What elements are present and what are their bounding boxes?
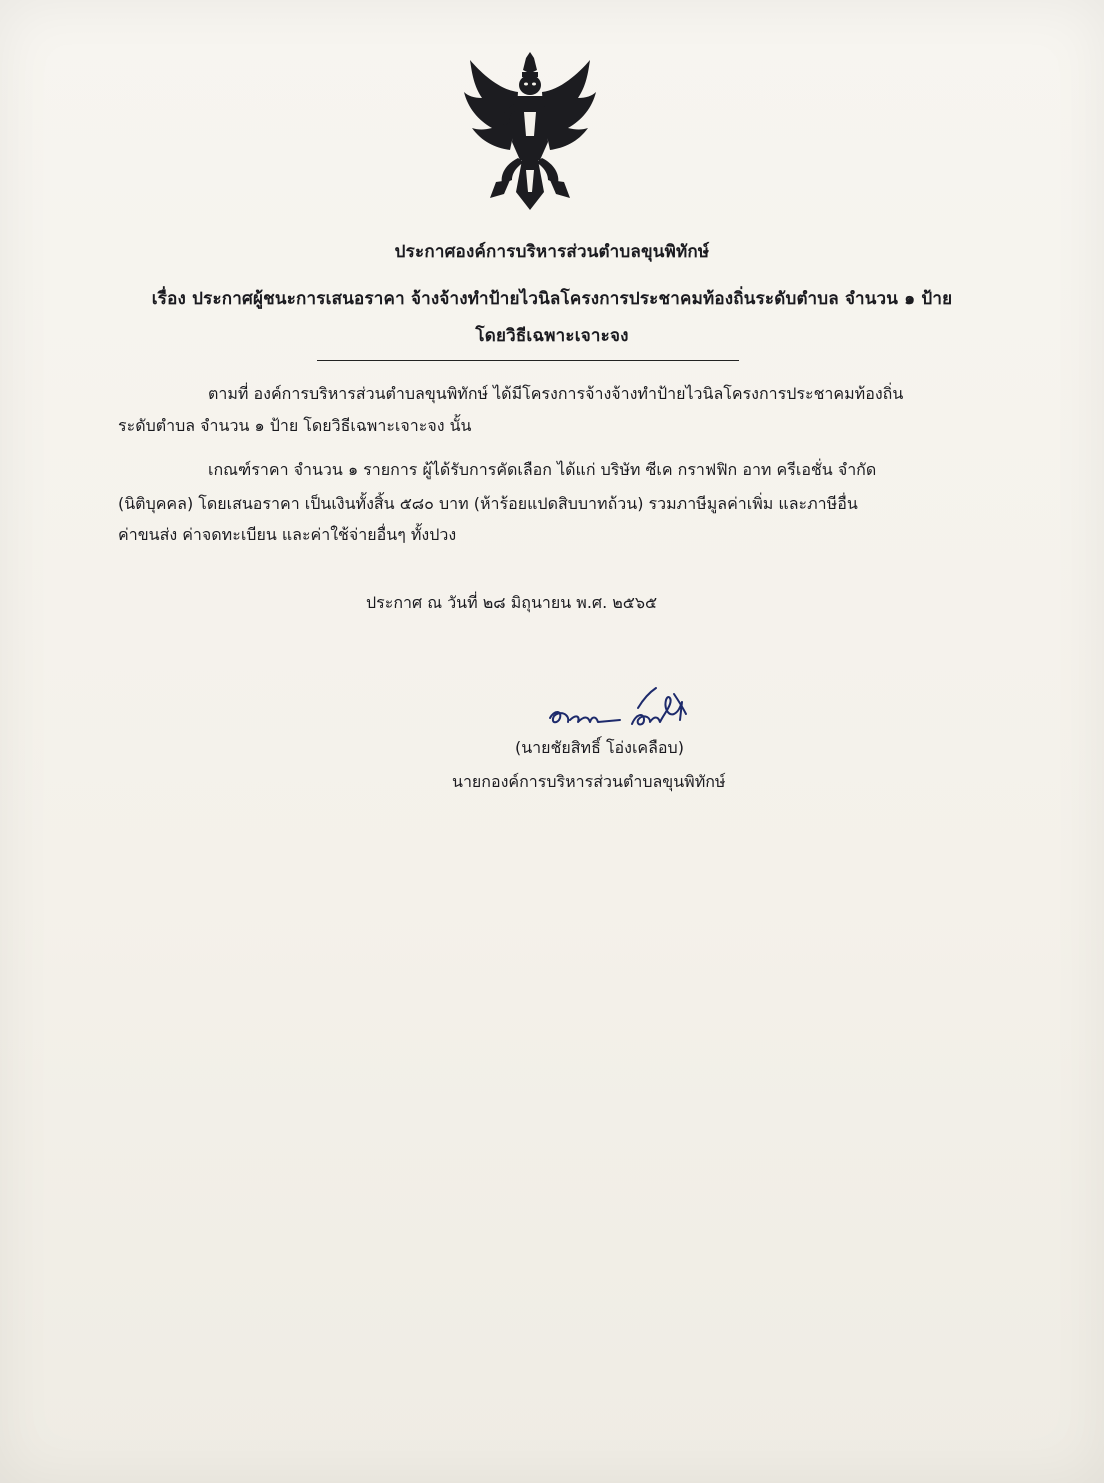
paragraph-1-line-2: ระดับตำบล จำนวน ๑ ป้าย โดยวิธีเฉพาะเจาะจง นั้น bbox=[118, 416, 472, 435]
paragraph-2-line-2: (นิติบุคคล) โดยเสนอราคา เป็นเงินทั้งสิ้น ๕๘๐ บาท (ห้าร้อยแปดสิบบาทถ้วน) รวมภาษีมูลค่าเพิ่ม และภาษีอื่น bbox=[118, 494, 858, 513]
announcement-subject: เรื่อง ประกาศผู้ชนะการเสนอราคา จ้างจ้างทำป้ายไวนิลโครงการประชาคมท้องถิ่นระดับตำบล จำนวน ๑ ป้าย bbox=[151, 289, 953, 309]
announcement-date: ประกาศ ณ วันที่ ๒๘ มิถุนายน พ.ศ. ๒๕๖๕ bbox=[366, 593, 658, 612]
handwritten-signature-icon bbox=[540, 680, 710, 740]
announcement-heading: ประกาศองค์การบริหารส่วนตำบลขุนพิทักษ์ bbox=[394, 242, 710, 262]
heading-divider bbox=[317, 360, 739, 361]
garuda-emblem-icon bbox=[460, 52, 600, 212]
paragraph-1-line-1: ตามที่ องค์การบริหารส่วนตำบลขุนพิทักษ์ ได้มีโครงการจ้างจ้างทำป้ายไวนิลโครงการประชาคมท้องถิ่น bbox=[208, 384, 904, 403]
procurement-method: โดยวิธีเฉพาะเจาะจง bbox=[475, 326, 629, 346]
signer-name: (นายชัยสิทธิ์ โอ่งเคลือบ) bbox=[515, 738, 684, 757]
signer-title: นายกองค์การบริหารส่วนตำบลขุนพิทักษ์ bbox=[452, 772, 726, 791]
paragraph-2-line-3: ค่าขนส่ง ค่าจดทะเบียน และค่าใช้จ่ายอื่นๆ ทั้งปวง bbox=[118, 525, 457, 544]
paragraph-2-line-1: เกณฑ์ราคา จำนวน ๑ รายการ ผู้ได้รับการคัดเลือก ได้แก่ บริษัท ซีเค กราฟฟิก อาท ครีเอชั่น จำกัด bbox=[208, 460, 877, 479]
